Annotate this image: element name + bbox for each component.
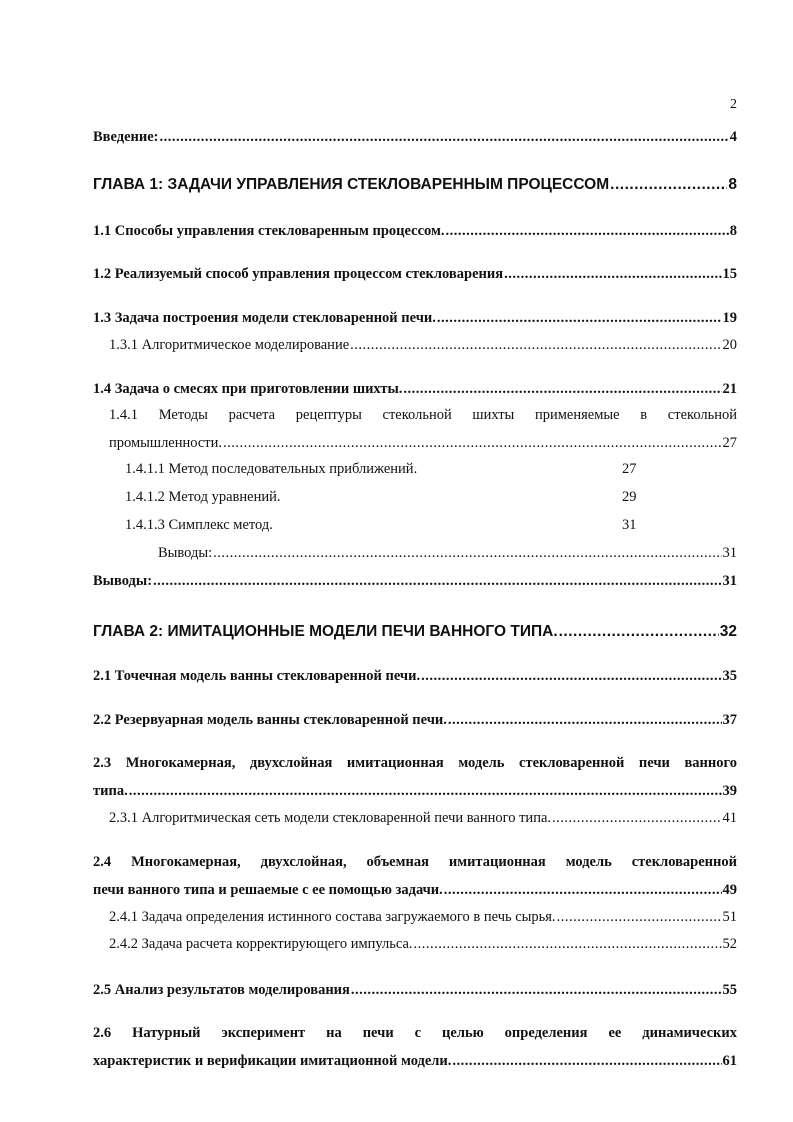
toc-entry-1-4-1-3[interactable] xyxy=(125,517,273,534)
toc-entry-2-6[interactable] xyxy=(93,1053,737,1070)
toc-entry-2-4-line1[interactable]: 2.4 Многокамерная, двухслойная, объемная имитационная модель стекловаренной xyxy=(93,854,737,870)
toc-title: 2.2 Резервуарная модель ванны стекловаренной печи. xyxy=(93,712,447,728)
toc-entry-intro[interactable] xyxy=(93,129,737,146)
leader-dots xyxy=(610,176,727,194)
toc-title: ГЛАВА 2: ИМИТАЦИОННЫЕ МОДЕЛИ ПЕЧИ ВАННОГО ТИПА. xyxy=(93,623,558,640)
toc-entry-1-4-1-2[interactable] xyxy=(125,489,281,506)
toc-entry-1-4-1-line1[interactable]: 1.4.1 Методы расчета рецептуры стекольной шихты применяемые в стекольной xyxy=(109,407,737,423)
toc-entry-1-3-1[interactable] xyxy=(109,337,737,354)
toc-page: 39 xyxy=(722,783,737,799)
toc-entry-2-6-line1[interactable]: 2.6 Натурный эксперимент на печи с целью определения ее динамических xyxy=(93,1025,737,1041)
leader-dots xyxy=(559,623,719,641)
toc-page: 52 xyxy=(722,936,737,952)
toc-page-1-4-1-2: 29 xyxy=(622,489,637,505)
toc-entry-2-3[interactable] xyxy=(93,783,737,800)
toc-entry-2-3-1[interactable] xyxy=(109,810,737,827)
toc-entry-1-3[interactable] xyxy=(93,310,737,327)
toc-title: 2.3.1 Алгоритмическая сеть модели стекловаренной печи ванного типа. xyxy=(109,810,552,826)
toc-page-1-4-1-3: 31 xyxy=(622,517,637,533)
toc-page-1-4-1-1: 27 xyxy=(622,461,637,477)
leader-dots xyxy=(414,936,722,953)
leader-dots xyxy=(448,712,722,729)
toc-page: 4 xyxy=(729,129,737,145)
toc-page: 31 xyxy=(722,573,737,589)
toc-entry-2-4[interactable] xyxy=(93,882,737,899)
toc-entry-1-2[interactable] xyxy=(93,266,737,283)
toc-title: Выводы: xyxy=(158,545,213,561)
leader-dots xyxy=(129,783,722,800)
toc-page: 31 xyxy=(722,545,737,561)
leader-dots xyxy=(223,435,721,452)
toc-entry-2-2[interactable] xyxy=(93,712,737,729)
toc-page: 20 xyxy=(722,337,737,353)
toc-title: 1.4.1.1 Метод последовательных приближений. xyxy=(125,461,418,477)
toc-page: 37 xyxy=(722,712,737,728)
toc-page: 15 xyxy=(722,266,737,282)
toc-entry-chapter-2[interactable] xyxy=(93,623,737,641)
leader-dots xyxy=(452,1053,721,1070)
toc-title: типа. xyxy=(93,783,128,799)
leader-dots xyxy=(552,810,721,827)
toc-title: 1.1 Способы управления стекловаренным процессом. xyxy=(93,223,445,239)
toc-title: характеристик и верификации имитационной модели. xyxy=(93,1053,452,1069)
toc-title: 1.2 Реализуемый способ управления процессом стекловарения xyxy=(93,266,504,282)
leader-dots xyxy=(403,381,721,398)
leader-dots xyxy=(504,266,721,283)
leader-dots xyxy=(557,909,722,926)
toc-title: промышленности. xyxy=(109,435,223,451)
toc-title: печи ванного типа и решаемые с ее помощью задачи. xyxy=(93,882,443,898)
leader-dots xyxy=(445,223,728,240)
toc-page: 27 xyxy=(722,435,737,451)
toc-entry-2-4-2[interactable] xyxy=(109,936,737,953)
leader-dots xyxy=(437,310,722,327)
toc-title: ГЛАВА 1: ЗАДАЧИ УПРАВЛЕНИЯ СТЕКЛОВАРЕННЫМ ПРОЦЕССОМ xyxy=(93,176,610,193)
toc-page: 35 xyxy=(722,668,737,684)
page-number: 2 xyxy=(730,97,737,112)
toc-entry-2-1[interactable] xyxy=(93,668,737,685)
toc-title: Введение: xyxy=(93,129,159,145)
leader-dots xyxy=(444,882,722,899)
toc-page: 55 xyxy=(722,982,737,998)
toc-title: Выводы: xyxy=(93,573,153,589)
toc-entry-conclusions-sub[interactable] xyxy=(158,545,737,562)
leader-dots xyxy=(153,573,721,590)
toc-entry-2-4-1[interactable] xyxy=(109,909,737,926)
leader-dots xyxy=(350,337,721,354)
leader-dots xyxy=(351,982,722,999)
toc-entry-1-1[interactable] xyxy=(93,223,737,240)
toc-page: 8 xyxy=(729,223,737,239)
toc-title: 2.1 Точечная модель ванны стекловаренной печи. xyxy=(93,668,421,684)
toc-title: 1.4.1.2 Метод уравнений. xyxy=(125,489,281,505)
toc-title: 1.4 Задача о смесях при приготовлении шихты. xyxy=(93,381,403,397)
toc-page: 19 xyxy=(722,310,737,326)
toc-page: 8 xyxy=(728,176,737,193)
toc-entry-2-3-line1[interactable]: 2.3 Многокамерная, двухслойная имитационная модель стекловаренной печи ванного xyxy=(93,755,737,771)
leader-dots xyxy=(213,545,721,562)
toc-title: 1.3.1 Алгоритмическое моделирование xyxy=(109,337,350,353)
toc-title: 2.4.2 Задача расчета корректирующего импульса. xyxy=(109,936,413,952)
leader-dots xyxy=(160,129,729,146)
toc-page: 49 xyxy=(722,882,737,898)
toc-page: 51 xyxy=(722,909,737,925)
toc-entry-1-4-1[interactable] xyxy=(109,435,737,452)
toc-entry-conclusions-1[interactable] xyxy=(93,573,737,590)
toc-title: 1.3 Задача построения модели стекловаренной печи. xyxy=(93,310,436,326)
toc-title: 1.4.1.3 Симплекс метод. xyxy=(125,517,273,533)
toc-entry-chapter-1[interactable] xyxy=(93,176,737,194)
toc-title: 2.4.1 Задача определения истинного состава загружаемого в печь сырья. xyxy=(109,909,556,925)
toc-page: 21 xyxy=(722,381,737,397)
toc-page: 61 xyxy=(722,1053,737,1069)
toc-entry-1-4-1-1[interactable] xyxy=(125,461,417,478)
toc-entry-1-4[interactable] xyxy=(93,381,737,398)
toc-title: 2.5 Анализ результатов моделирования xyxy=(93,982,350,998)
toc-entry-2-5[interactable] xyxy=(93,982,737,999)
toc-page: 32 xyxy=(719,623,737,640)
leader-dots xyxy=(421,668,721,685)
toc-page: 41 xyxy=(722,810,737,826)
